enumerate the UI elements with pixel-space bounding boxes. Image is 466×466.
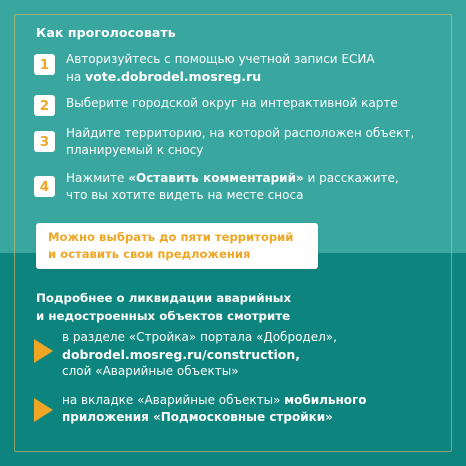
step-number-badge: 1 (34, 54, 55, 75)
step-number-badge: 3 (34, 131, 55, 152)
mobile-label: мобильного (284, 393, 367, 407)
step-4-suffix: и расскажите, (303, 171, 399, 185)
step-2 (34, 92, 426, 116)
step-1-prefix: на (66, 70, 86, 84)
portal-line-3: слой «Аварийные объекты» (62, 364, 239, 378)
step-text (66, 125, 426, 159)
step-number-badge: 2 (34, 95, 55, 116)
step-4 (34, 170, 426, 204)
info-source-text (62, 329, 432, 380)
info-source-portal (34, 329, 432, 380)
play-arrow-icon (34, 398, 53, 422)
more-info-line-1: Подробнее о ликвидации аварийных (36, 291, 292, 305)
step-text (66, 92, 426, 112)
step-4-line-1 (66, 170, 426, 187)
step-2-line-1: Выберите городской округ на интерактивной карте (66, 96, 398, 110)
step-4-prefix: Нажмите (66, 171, 129, 185)
app-line-1 (62, 392, 432, 409)
app-prefix: на вкладке «Аварийные объекты» (62, 393, 285, 407)
construction-link[interactable]: dobrodel.mosreg.ru/construction, (62, 347, 300, 362)
callout-line-2: и оставить свои предложения (48, 247, 251, 261)
more-info-heading (36, 289, 291, 325)
step-3-line-2: планируемый к сносу (66, 143, 204, 157)
callout-line-1: Можно выбрать до пяти территорий (48, 230, 294, 244)
step-text (66, 51, 426, 86)
step-1 (34, 51, 426, 86)
info-source-app (34, 392, 432, 426)
info-source-text (62, 392, 432, 426)
page-title: Как проголосовать (36, 25, 176, 40)
more-info-line-2: и недостроенных объектов смотрите (36, 309, 291, 323)
step-1-line-2 (66, 68, 426, 86)
step-3-line-1: Найдите территорию, на которой расположен объект, (66, 126, 415, 140)
step-3 (34, 125, 426, 159)
step-text (66, 170, 426, 204)
app-name: приложения «Подмосковные стройки» (62, 410, 333, 424)
step-4-line-2: что вы хотите видеть на месте сноса (66, 188, 304, 202)
portal-line-1: в разделе «Стройка» портала «Добродел», (62, 330, 337, 344)
leave-comment-label: «Оставить комментарий» (128, 171, 304, 185)
callout-text (48, 229, 293, 263)
step-number-badge: 4 (34, 176, 55, 197)
callout-box (36, 223, 318, 269)
vote-link[interactable]: vote.dobrodel.mosreg.ru (85, 69, 262, 84)
play-arrow-icon (34, 339, 53, 363)
step-1-line-1: Авторизуйтесь с помощью учетной записи ЕСИА (66, 52, 375, 66)
